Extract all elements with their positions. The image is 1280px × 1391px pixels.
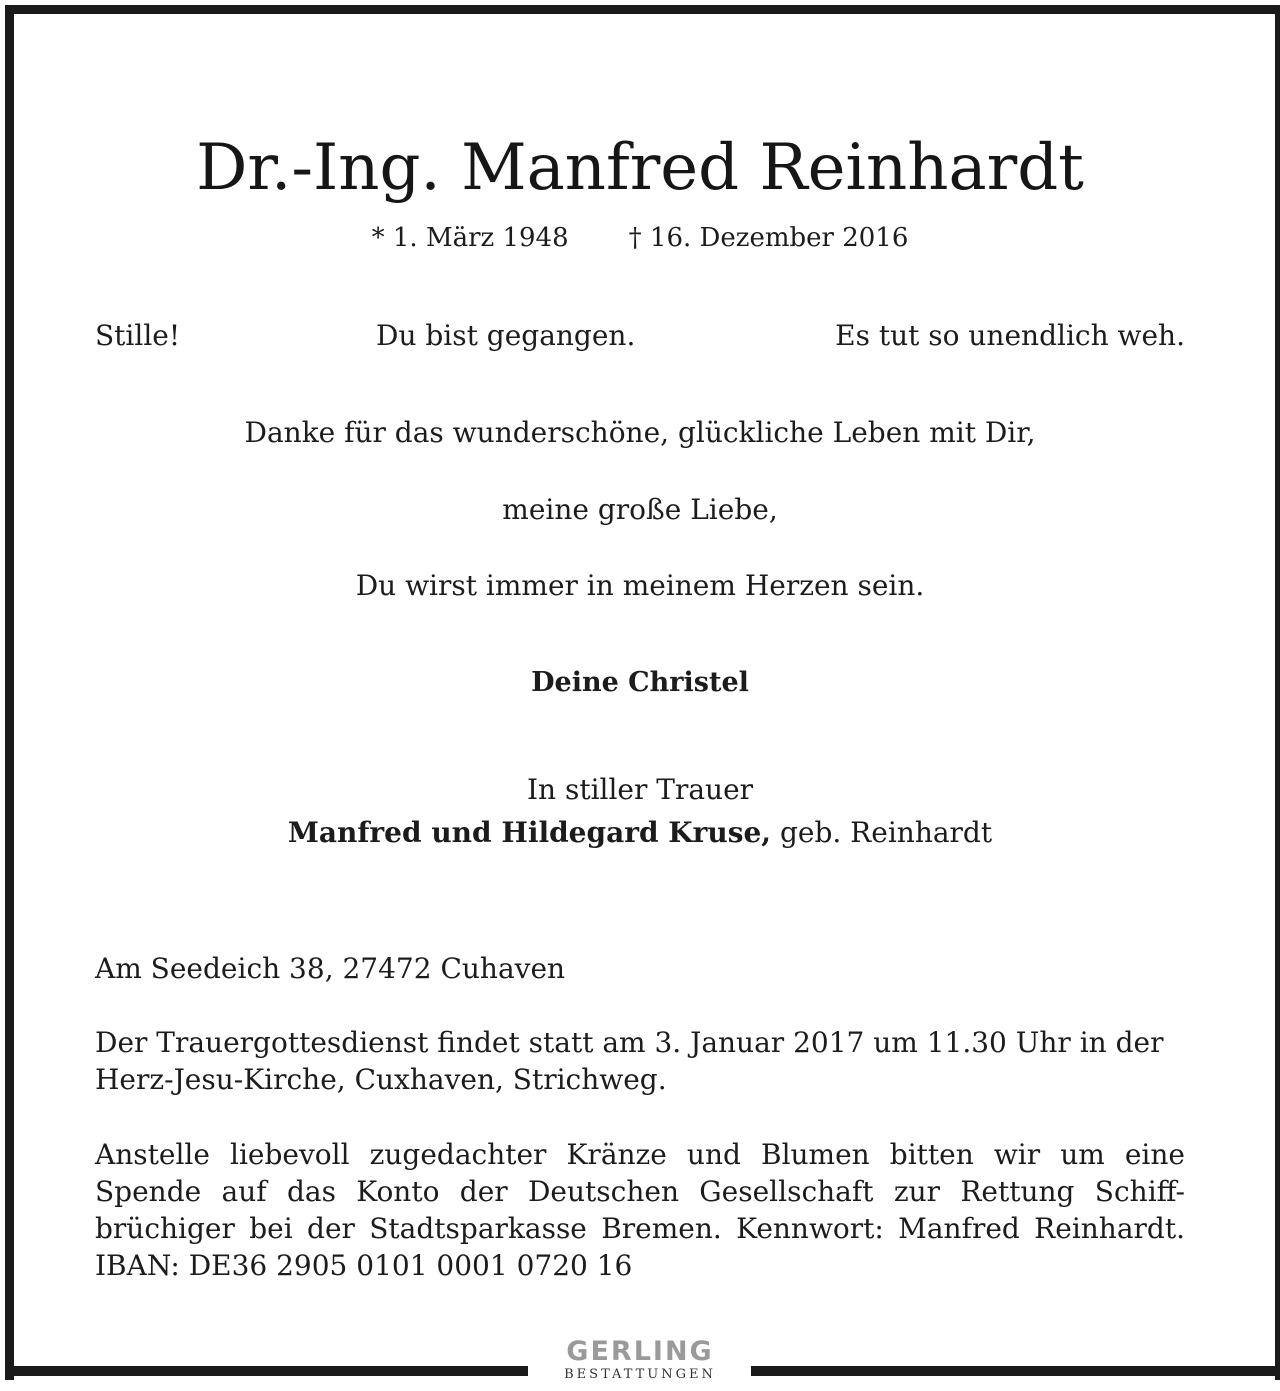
deceased-name: Dr.-Ing. Manfred Reinhardt xyxy=(196,131,1084,205)
bottom-rule-left xyxy=(5,1366,528,1376)
birth-date: * 1. März 1948 xyxy=(371,223,569,253)
donation-info xyxy=(95,1136,1185,1284)
verse-part-1: Stille! xyxy=(95,319,181,352)
service-line-1: Der Trauergottesdienst findet statt am 3. Januar 2017 um 11.30 Uhr in der xyxy=(95,1026,1164,1059)
farewell-line-1: Danke für das wunderschöne, glückliche Leben mit Dir, xyxy=(244,416,1036,449)
verse-part-2: Du bist gegangen. xyxy=(376,319,636,352)
mourners-names: Manfred und Hildegard Kruse, xyxy=(287,816,772,849)
donation-line-1: Anstelle liebevoll zugedachter Kränze und Blumen bitten wir um eine xyxy=(95,1138,1185,1171)
funeral-home-logo xyxy=(534,1337,746,1387)
donation-iban: IBAN: DE36 2905 0101 0001 0720 16 xyxy=(95,1249,633,1282)
signature: Deine Christel xyxy=(531,667,749,698)
logo-subtitle: BESTATTUNGEN xyxy=(564,1367,716,1382)
verse-row xyxy=(95,318,1185,354)
farewell-line-3: Du wirst immer in meinem Herzen sein. xyxy=(355,569,925,602)
death-date: † 16. Dezember 2016 xyxy=(628,223,909,253)
logo-name: GERLING xyxy=(566,1336,714,1367)
mourners-maiden-name: geb. Reinhardt xyxy=(771,816,993,849)
address: Am Seedeich 38, 27472 Cuhaven xyxy=(95,952,566,985)
mourning-heading: In stiller Trauer xyxy=(526,773,754,806)
mourners xyxy=(0,815,1280,851)
farewell-line-2: meine große Liebe, xyxy=(502,493,778,526)
bottom-rule-right xyxy=(751,1366,1275,1376)
donation-line-3: brüchiger bei der Stadtsparkasse Bremen. Kennwort: Manfred Reinhardt. xyxy=(95,1212,1185,1245)
verse-part-3: Es tut so unendlich weh. xyxy=(835,319,1185,352)
service-line-2: Herz-Jesu-Kirche, Cuxhaven, Strichweg. xyxy=(95,1063,667,1096)
donation-line-2: Spende auf das Konto der Deutschen Gesellschaft zur Rettung Schiff- xyxy=(95,1175,1185,1208)
service-info xyxy=(95,1024,1185,1098)
life-dates xyxy=(0,222,1280,254)
